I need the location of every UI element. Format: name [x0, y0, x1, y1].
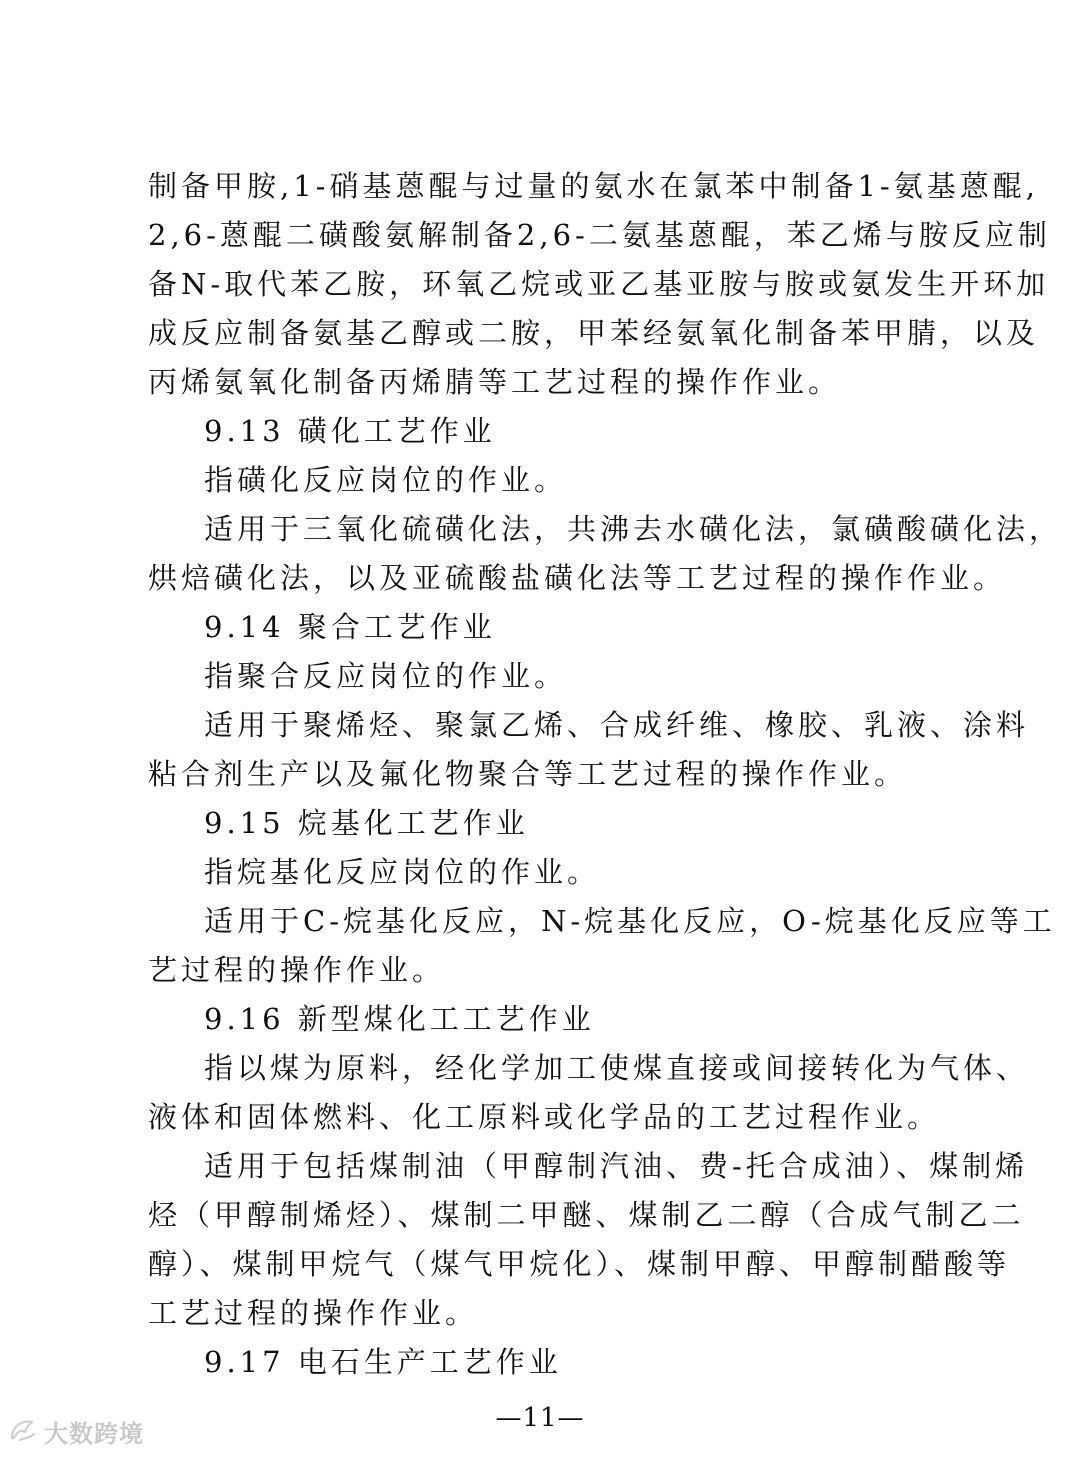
section-heading-9-13: 9.13 磺化工艺作业 — [204, 414, 496, 448]
paragraph-start: 适用于C-烷基化反应，N-烷基化反应，O-烷基化反应等工 — [204, 904, 1056, 938]
watermark — [8, 1413, 144, 1449]
paragraph-start: 指聚合反应岗位的作业。 — [204, 659, 568, 693]
paragraph-start: 适用于聚烯烃、聚氯乙烯、合成纤维、橡胶、乳液、涂料 — [204, 708, 1030, 742]
text-line: 粘合剂生产以及氟化物聚合等工艺过程的操作作业。 — [148, 757, 908, 791]
paragraph-start: 指以煤为原料，经化学加工使煤直接或间接转化为气体、 — [204, 1051, 1030, 1085]
text-line: 丙烯氨氧化制备丙烯腈等工艺过程的操作作业。 — [148, 365, 842, 399]
paragraph-start: 指磺化反应岗位的作业。 — [204, 463, 568, 497]
paragraph-start: 指烷基化反应岗位的作业。 — [204, 855, 601, 889]
text-line: 2,6-蒽醌二磺酸氨解制备2,6-二氨基蒽醌，苯乙烯与胺反应制 — [148, 218, 1051, 252]
text-line: 液体和固体燃料、化工原料或化学品的工艺过程作业。 — [148, 1100, 941, 1134]
section-heading-9-14: 9.14 聚合工艺作业 — [204, 610, 496, 644]
page-number: —11— — [495, 1403, 585, 1433]
watermark-logo-icon — [8, 1416, 38, 1446]
section-heading-9-17: 9.17 电石生产工艺作业 — [204, 1345, 562, 1379]
text-line: 制备甲胺,1-硝基蒽醌与过量的氨水在氯苯中制备1-氨基蒽醌, — [148, 169, 1039, 203]
text-line: 艺过程的操作作业。 — [148, 953, 446, 987]
text-line: 备N-取代苯乙胺，环氧乙烷或亚乙基亚胺与胺或氨发生开环加 — [148, 267, 1050, 301]
section-heading-9-15: 9.15 烷基化工艺作业 — [204, 806, 529, 840]
paragraph-start: 适用于包括煤制油（甲醇制汽油、费-托合成油）、煤制烯 — [204, 1149, 1029, 1183]
section-heading-9-16: 9.16 新型煤化工工艺作业 — [204, 1002, 595, 1036]
watermark-text: 大数跨境 — [44, 1419, 144, 1448]
text-line: 烃（甲醇制烯烃）、煤制二甲醚、煤制乙二醇（合成气制乙二 — [148, 1198, 1025, 1232]
paragraph-start: 适用于三氧化硫磺化法，共沸去水磺化法，氯磺酸磺化法， — [204, 512, 1063, 546]
text-line: 成反应制备氨基乙醇或二胺，甲苯经氨氧化制备苯甲腈，以及 — [148, 316, 1040, 350]
text-line: 烘焙磺化法，以及亚硫酸盐磺化法等工艺过程的操作作业。 — [148, 561, 1007, 595]
text-line: 醇）、煤制甲烷气（煤气甲烷化）、煤制甲醇、甲醇制醋酸等 — [148, 1247, 1011, 1281]
text-line: 工艺过程的操作作业。 — [148, 1296, 479, 1330]
